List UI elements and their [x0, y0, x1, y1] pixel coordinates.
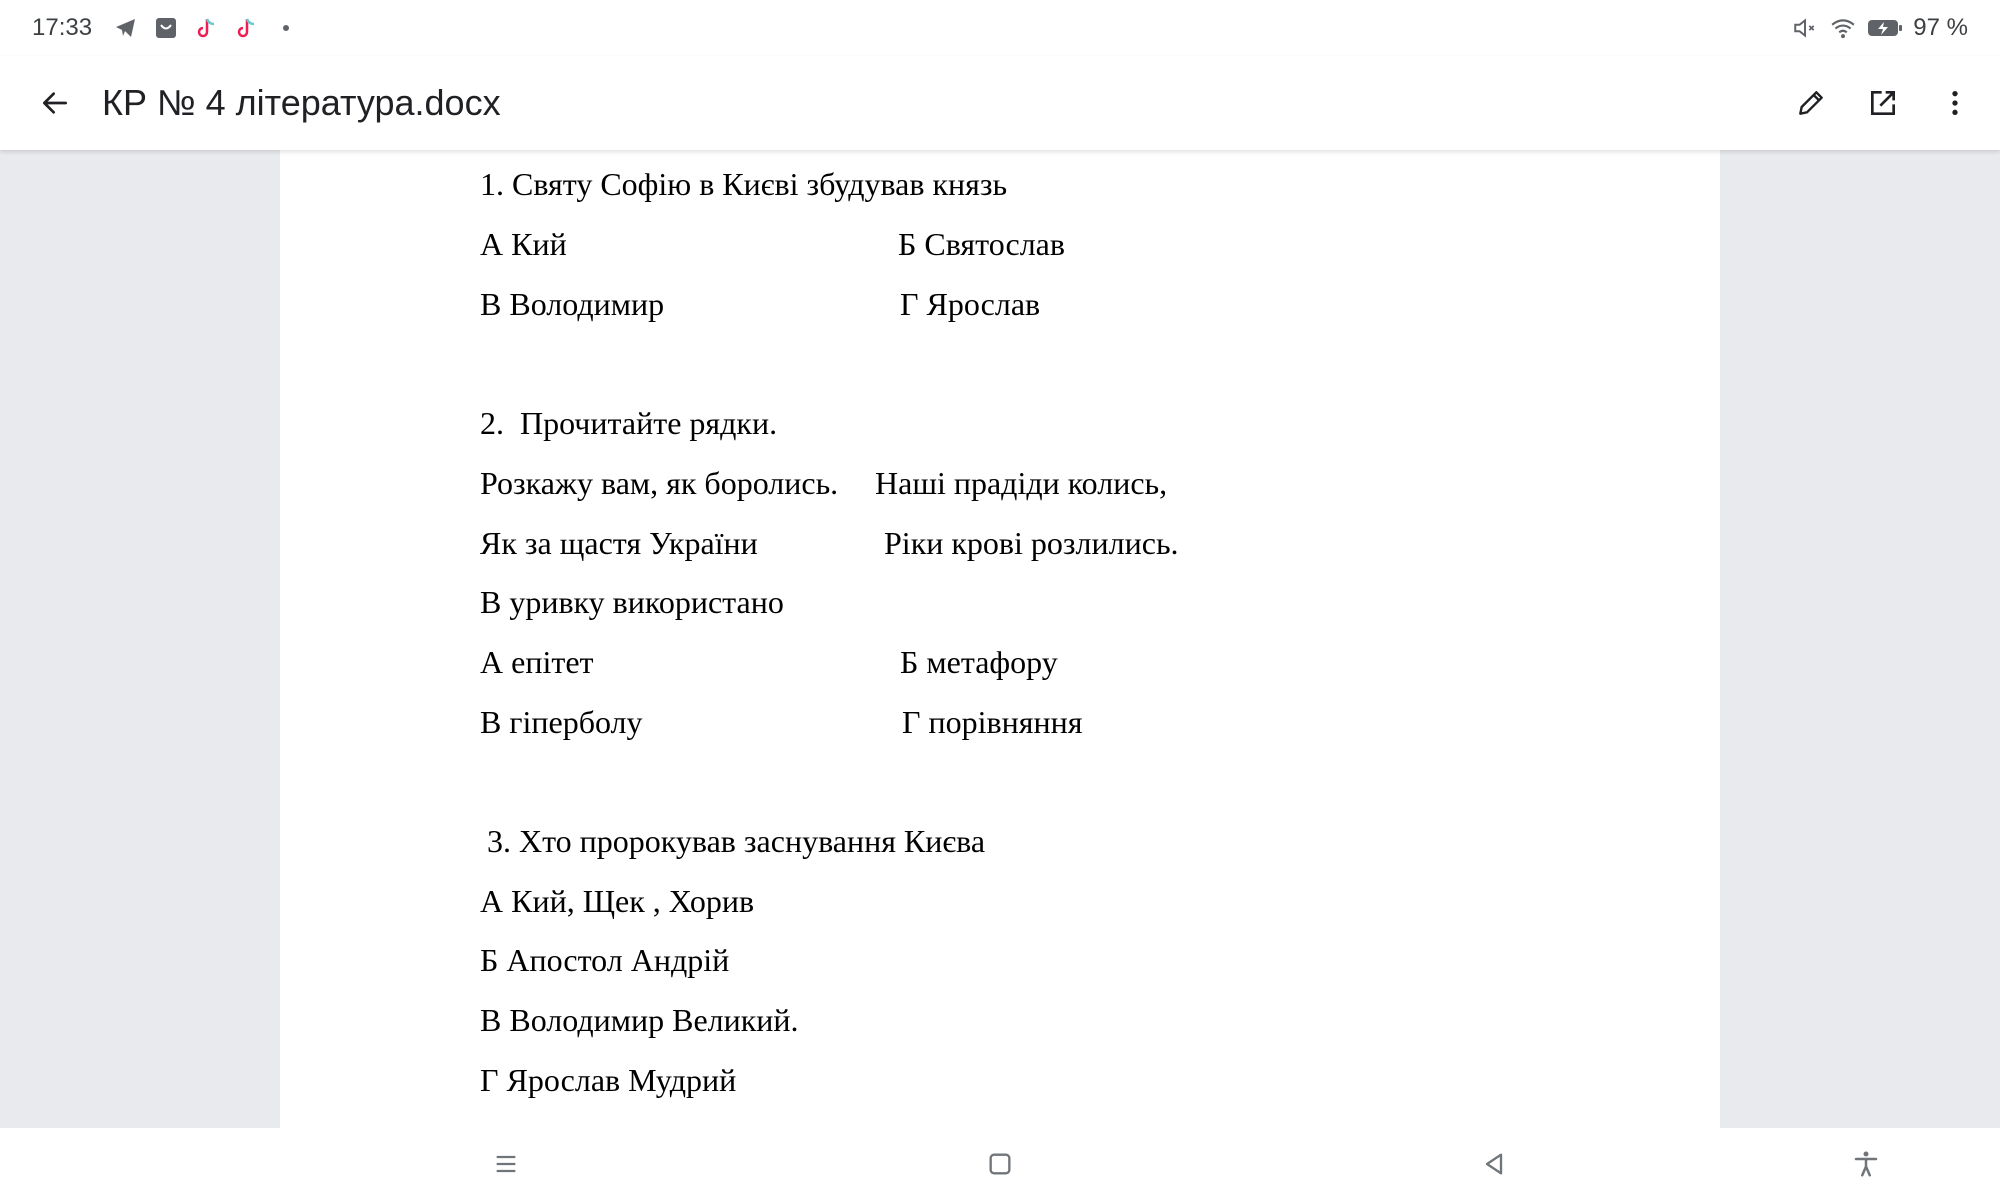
status-right — [1791, 12, 1968, 44]
open-external-icon — [1867, 87, 1899, 119]
more-vert-icon — [1939, 87, 1971, 119]
q2-poem-line2-left: Як за щастя України — [480, 525, 758, 561]
battery-charging-icon — [1867, 14, 1903, 42]
document-viewport[interactable] — [0, 150, 2000, 1128]
q3-option-g: Г Ярослав Мудрий — [480, 1062, 737, 1098]
tiktok-icon — [192, 14, 220, 42]
edit-button[interactable] — [1786, 78, 1836, 128]
wifi-icon — [1829, 14, 1857, 42]
system-back-button[interactable] — [1472, 1142, 1516, 1186]
arrow-back-icon — [39, 87, 71, 119]
q2-poem-line2-right: Ріки крові розлились. — [884, 525, 1179, 561]
home-button[interactable] — [978, 1142, 1022, 1186]
open-external-button[interactable] — [1858, 78, 1908, 128]
menu-icon — [492, 1150, 520, 1178]
telegram-icon — [112, 14, 140, 42]
dot-icon — [272, 14, 300, 42]
document-title: КР № 4 література.docx — [102, 82, 501, 123]
back-triangle-icon — [1480, 1150, 1508, 1178]
q2-option-a: А епітет — [480, 644, 594, 680]
q2-poem-line1-left: Розкажу вам, як боролись. — [480, 465, 839, 501]
q1-option-a: А Кий — [480, 226, 567, 262]
tiktok-icon — [232, 14, 260, 42]
mute-icon — [1791, 14, 1819, 42]
accessibility-button[interactable] — [1844, 1142, 1888, 1186]
status-bar — [0, 0, 2000, 56]
edit-pencil-icon — [1795, 87, 1827, 119]
status-time: 17:33 — [32, 14, 93, 41]
navigation-bar — [0, 1128, 2000, 1200]
q1-question: 1. Святу Софію в Києві збудував князь — [480, 166, 1008, 202]
q1-option-g: Г Ярослав — [900, 286, 1041, 322]
q1-option-b: Б Святослав — [898, 226, 1065, 262]
q2-option-g: Г порівняння — [902, 704, 1083, 740]
q2-option-b: Б метафору — [900, 644, 1058, 680]
appbar-actions — [1786, 78, 1980, 128]
q1-option-v: В Володимир — [480, 286, 665, 322]
q3-question: 3. Хто пророкував заснування Києва — [487, 823, 986, 859]
q3-option-v: В Володимир Великий. — [480, 1002, 799, 1038]
status-left — [32, 12, 300, 44]
accessibility-icon — [1851, 1149, 1881, 1179]
more-options-button[interactable] — [1930, 78, 1980, 128]
q3-option-a: А Кий, Щек , Хорив — [480, 883, 755, 919]
q2-poem-line1-right: Наші прадіди колись, — [875, 465, 1168, 501]
document-page — [280, 150, 1720, 1128]
q2-prompt: В уривку використано — [480, 584, 784, 620]
bag-icon — [152, 14, 180, 42]
menu-button[interactable] — [484, 1142, 528, 1186]
q2-question: 2. Прочитайте рядки. — [480, 405, 778, 441]
back-button[interactable] — [30, 78, 80, 128]
q2-option-v: В гіперболу — [480, 704, 643, 740]
app-bar — [0, 56, 2000, 150]
battery-percent: 97 % — [1913, 14, 1968, 41]
home-square-icon — [986, 1150, 1014, 1178]
q3-option-b: Б Апостол Андрій — [480, 942, 730, 978]
